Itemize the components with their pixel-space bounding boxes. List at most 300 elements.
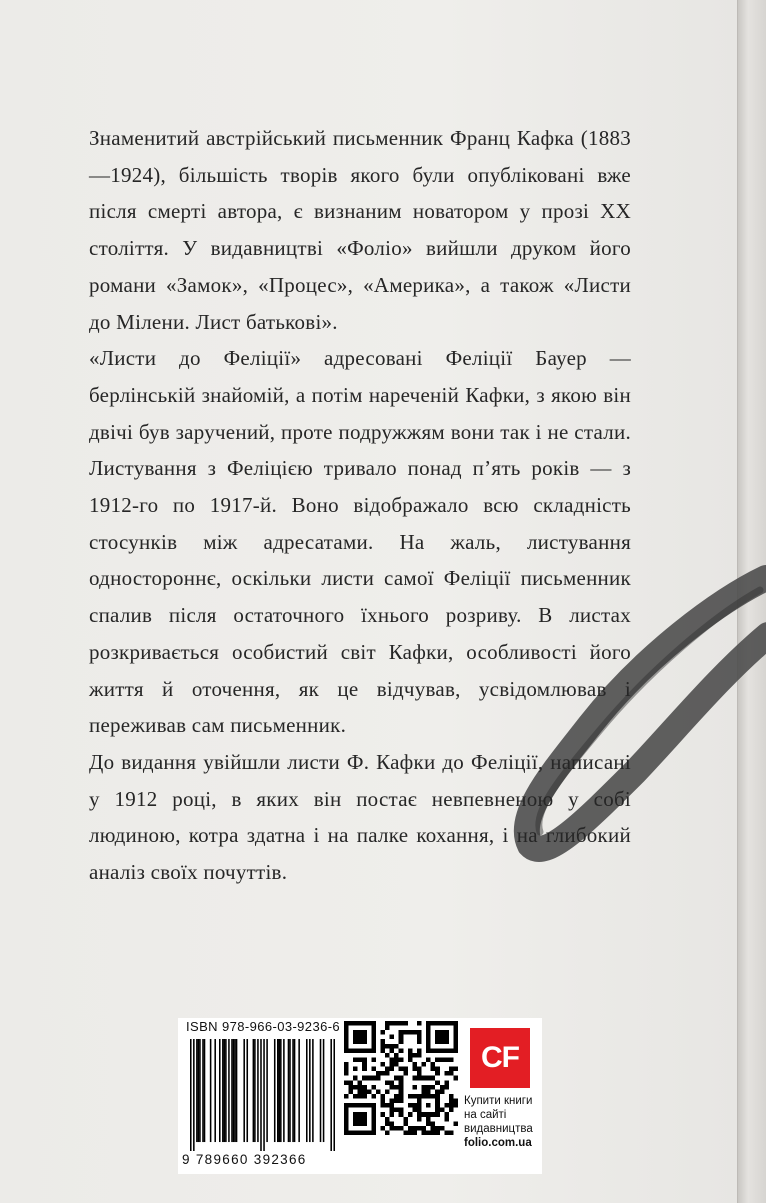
- barcode-bar: [236, 1039, 238, 1142]
- barcode-bar: [260, 1039, 262, 1151]
- qr-module: [399, 1112, 404, 1117]
- buy-line-2: на сайті: [464, 1109, 507, 1121]
- qr-module: [380, 1048, 385, 1053]
- qr-module: [362, 1076, 367, 1081]
- qr-module: [435, 1048, 440, 1053]
- qr-module: [358, 1048, 363, 1053]
- qr-module: [408, 1030, 413, 1035]
- qr-module: [412, 1130, 417, 1135]
- barcode-bar: [228, 1039, 230, 1142]
- qr-module: [394, 1021, 399, 1026]
- qr-module: [449, 1067, 454, 1072]
- qr-module: [435, 1108, 440, 1113]
- qr-module: [408, 1057, 413, 1062]
- qr-module: [394, 1094, 399, 1099]
- qr-module: [349, 1085, 354, 1090]
- qr-module: [362, 1103, 367, 1108]
- qr-module: [358, 1039, 363, 1044]
- barcode-bar: [298, 1039, 300, 1142]
- qr-module: [431, 1021, 436, 1026]
- qr-module: [358, 1089, 363, 1094]
- qr-module: [417, 1076, 422, 1081]
- qr-module: [390, 1021, 395, 1026]
- barcode-bar: [233, 1039, 235, 1142]
- qr-module: [390, 1112, 395, 1117]
- qr-module: [403, 1030, 408, 1035]
- qr-module: [399, 1085, 404, 1090]
- qr-module: [385, 1089, 390, 1094]
- qr-module: [426, 1048, 431, 1053]
- qr-module: [380, 1103, 385, 1108]
- barcode-bar: [323, 1039, 325, 1142]
- barcode-bar: [279, 1039, 281, 1142]
- qr-module: [353, 1085, 358, 1090]
- qr-module: [349, 1048, 354, 1053]
- qr-module: [353, 1030, 358, 1035]
- qr-module: [449, 1048, 454, 1053]
- barcode-bar: [263, 1039, 265, 1151]
- qr-module: [344, 1048, 349, 1053]
- qr-module: [349, 1103, 354, 1108]
- qr-module: [453, 1099, 458, 1104]
- qr-module: [403, 1130, 408, 1135]
- qr-module: [344, 1030, 349, 1035]
- qr-module: [399, 1021, 404, 1026]
- qr-module: [399, 1126, 404, 1131]
- qr-module: [422, 1062, 427, 1067]
- qr-module: [394, 1126, 399, 1131]
- publisher-logo-letters: CF: [481, 1041, 519, 1074]
- barcode-bar: [292, 1039, 294, 1142]
- barcode-digits: 9 789660 392366: [182, 1152, 307, 1167]
- qr-module: [358, 1057, 363, 1062]
- qr-module: [444, 1039, 449, 1044]
- qr-module: [353, 1117, 358, 1122]
- publisher-url-link[interactable]: folio.com.ua: [464, 1137, 532, 1149]
- qr-module: [408, 1094, 413, 1099]
- qr-module: [431, 1126, 436, 1131]
- qr-module: [344, 1021, 349, 1026]
- qr-module: [435, 1130, 440, 1135]
- qr-module: [435, 1112, 440, 1117]
- qr-module: [371, 1044, 376, 1049]
- qr-module: [344, 1080, 349, 1085]
- qr-module: [399, 1048, 404, 1053]
- qr-module: [344, 1130, 349, 1135]
- barcode-bar: [330, 1039, 332, 1151]
- qr-module: [371, 1121, 376, 1126]
- barcode-bar: [224, 1039, 226, 1142]
- qr-module: [426, 1076, 431, 1081]
- qr-module: [403, 1021, 408, 1026]
- qr-module: [353, 1039, 358, 1044]
- qr-module: [449, 1057, 454, 1062]
- spine-edge: [737, 0, 766, 1203]
- qr-module: [403, 1121, 408, 1126]
- barcode-bar: [214, 1039, 216, 1142]
- barcode-bar: [257, 1039, 259, 1142]
- qr-module: [449, 1130, 454, 1135]
- qr-module: [417, 1112, 422, 1117]
- qr-module: [362, 1021, 367, 1026]
- barcode-bar: [288, 1039, 290, 1142]
- qr-module: [426, 1112, 431, 1117]
- qr-code-icon[interactable]: [344, 1021, 458, 1135]
- qr-module: [422, 1094, 427, 1099]
- qr-module: [390, 1062, 395, 1067]
- qr-module: [385, 1080, 390, 1085]
- qr-module: [449, 1094, 454, 1099]
- qr-module: [449, 1103, 454, 1108]
- barcode-bar: [333, 1039, 335, 1151]
- qr-module: [371, 1130, 376, 1135]
- qr-module: [344, 1103, 349, 1108]
- qr-module: [412, 1053, 417, 1058]
- qr-module: [417, 1048, 422, 1053]
- qr-module: [358, 1085, 363, 1090]
- qr-module: [353, 1094, 358, 1099]
- qr-module: [449, 1021, 454, 1026]
- qr-module: [390, 1108, 395, 1113]
- qr-module: [408, 1112, 413, 1117]
- barcode-bar: [219, 1039, 221, 1142]
- qr-module: [371, 1048, 376, 1053]
- qr-module: [362, 1085, 367, 1090]
- qr-module: [399, 1089, 404, 1094]
- qr-module: [417, 1103, 422, 1108]
- qr-module: [426, 1121, 431, 1126]
- qr-module: [353, 1130, 358, 1135]
- qr-module: [440, 1126, 445, 1131]
- qr-module: [431, 1112, 436, 1117]
- buy-line-1: Купити книги: [464, 1095, 533, 1107]
- qr-module: [358, 1117, 363, 1122]
- qr-module: [435, 1057, 440, 1062]
- qr-module: [385, 1026, 390, 1031]
- barcode-bar: [204, 1039, 206, 1142]
- qr-module: [412, 1030, 417, 1035]
- qr-module: [435, 1094, 440, 1099]
- qr-module: [403, 1067, 408, 1072]
- qr-module: [367, 1021, 372, 1026]
- qr-module: [390, 1085, 395, 1090]
- qr-module: [412, 1094, 417, 1099]
- qr-module: [344, 1035, 349, 1040]
- qr-module: [435, 1089, 440, 1094]
- qr-module: [371, 1108, 376, 1113]
- qr-module: [353, 1021, 358, 1026]
- qr-module: [408, 1103, 413, 1108]
- qr-module: [362, 1057, 367, 1062]
- qr-module: [435, 1030, 440, 1035]
- qr-module: [435, 1071, 440, 1076]
- barcode-bar: [202, 1039, 204, 1142]
- barcode-bar: [294, 1039, 296, 1142]
- qr-module: [440, 1108, 445, 1113]
- barcode-bar: [309, 1039, 311, 1142]
- qr-module: [399, 1030, 404, 1035]
- qr-module: [380, 1112, 385, 1117]
- qr-module: [380, 1099, 385, 1104]
- qr-module: [444, 1071, 449, 1076]
- qr-module: [426, 1085, 431, 1090]
- barcode-bar: [280, 1039, 282, 1142]
- qr-module: [412, 1076, 417, 1081]
- qr-module: [344, 1112, 349, 1117]
- qr-module: [390, 1126, 395, 1131]
- qr-module: [362, 1062, 367, 1067]
- qr-module: [362, 1112, 367, 1117]
- barcode-bar: [283, 1039, 285, 1142]
- qr-module: [385, 1067, 390, 1072]
- qr-module: [453, 1067, 458, 1072]
- qr-module: [380, 1126, 385, 1131]
- qr-module: [353, 1103, 358, 1108]
- qr-module: [431, 1094, 436, 1099]
- qr-module: [440, 1057, 445, 1062]
- qr-module: [435, 1103, 440, 1108]
- qr-module: [394, 1085, 399, 1090]
- qr-module: [371, 1035, 376, 1040]
- qr-module: [344, 1121, 349, 1126]
- qr-module: [449, 1108, 454, 1113]
- qr-module: [453, 1103, 458, 1108]
- qr-module: [371, 1057, 376, 1062]
- qr-module: [453, 1121, 458, 1126]
- qr-module: [358, 1035, 363, 1040]
- qr-module: [426, 1117, 431, 1122]
- qr-module: [385, 1121, 390, 1126]
- qr-module: [422, 1126, 427, 1131]
- qr-module: [371, 1021, 376, 1026]
- qr-module: [349, 1080, 354, 1085]
- barcode-bar: [231, 1039, 233, 1142]
- qr-module: [399, 1076, 404, 1081]
- qr-module: [394, 1044, 399, 1049]
- qr-module: [367, 1076, 372, 1081]
- qr-module: [412, 1103, 417, 1108]
- qr-module: [453, 1035, 458, 1040]
- qr-module: [353, 1076, 358, 1081]
- qr-module: [380, 1039, 385, 1044]
- qr-module: [371, 1076, 376, 1081]
- barcode-bar: [254, 1039, 256, 1142]
- qr-module: [426, 1044, 431, 1049]
- qr-module: [417, 1117, 422, 1122]
- qr-module: [353, 1121, 358, 1126]
- qr-module: [385, 1044, 390, 1049]
- qr-module: [453, 1048, 458, 1053]
- qr-module: [367, 1130, 372, 1135]
- qr-module: [349, 1089, 354, 1094]
- qr-module: [444, 1112, 449, 1117]
- qr-module: [358, 1112, 363, 1117]
- qr-module: [344, 1067, 349, 1072]
- barcode: [190, 1039, 335, 1151]
- qr-module: [440, 1021, 445, 1026]
- qr-module: [440, 1039, 445, 1044]
- barcode-bar: [312, 1039, 314, 1142]
- barcode-bar: [190, 1039, 192, 1151]
- qr-module: [380, 1062, 385, 1067]
- barcode-bar: [266, 1039, 268, 1142]
- qr-module: [353, 1048, 358, 1053]
- qr-module: [444, 1085, 449, 1090]
- qr-module: [399, 1080, 404, 1085]
- description-paragraph-2: «Листи до Феліції» адресовані Феліції Бауер — берлінській знайомій, а потім нареченій Кафки, з якою він двічі був заручений, проте подружжям вони так і не стали. Листування з Феліцією тривало понад п’ять років — з 1912-го по 1917-й. Воно відображало всю складність стосунків між адресатами. На жаль, листування одностороннє, оскільки листи самої Феліції письменник спалив після остаточного їхнього розриву. В листах розкривається особистий світ Кафки, особливості його життя й оточення, як це відчував, усвідомлював і переживав сам письменник.: [89, 346, 631, 738]
- qr-module: [358, 1094, 363, 1099]
- qr-module: [412, 1067, 417, 1072]
- qr-module: [449, 1071, 454, 1076]
- qr-module: [444, 1103, 449, 1108]
- barcode-bar: [246, 1039, 248, 1142]
- qr-module: [435, 1039, 440, 1044]
- qr-module: [426, 1026, 431, 1031]
- qr-module: [380, 1071, 385, 1076]
- qr-module: [431, 1067, 436, 1072]
- qr-module: [344, 1062, 349, 1067]
- qr-module: [390, 1035, 395, 1040]
- barcode-bar: [199, 1039, 201, 1142]
- qr-module: [417, 1126, 422, 1131]
- qr-module: [394, 1108, 399, 1113]
- qr-module: [412, 1108, 417, 1113]
- qr-module: [371, 1117, 376, 1122]
- qr-module: [390, 1080, 395, 1085]
- qr-module: [362, 1094, 367, 1099]
- description-text: [89, 120, 631, 891]
- qr-module: [412, 1126, 417, 1131]
- barcode-bar: [196, 1039, 198, 1142]
- qr-module: [367, 1103, 372, 1108]
- qr-module: [435, 1035, 440, 1040]
- barcode-panel: [178, 1018, 542, 1174]
- barcode-bar: [289, 1039, 291, 1142]
- qr-module: [403, 1071, 408, 1076]
- qr-module: [431, 1130, 436, 1135]
- qr-module: [417, 1067, 422, 1072]
- qr-module: [376, 1076, 381, 1081]
- qr-module: [353, 1112, 358, 1117]
- qr-module: [444, 1117, 449, 1122]
- qr-module: [440, 1035, 445, 1040]
- qr-module: [431, 1121, 436, 1126]
- qr-module: [422, 1085, 427, 1090]
- qr-module: [371, 1126, 376, 1131]
- qr-module: [403, 1117, 408, 1122]
- qr-module: [390, 1057, 395, 1062]
- qr-module: [453, 1021, 458, 1026]
- qr-module: [344, 1108, 349, 1113]
- qr-module: [344, 1126, 349, 1131]
- qr-module: [353, 1035, 358, 1040]
- qr-module: [422, 1076, 427, 1081]
- barcode-bar: [274, 1039, 276, 1142]
- qr-module: [453, 1030, 458, 1035]
- qr-module: [362, 1067, 367, 1072]
- qr-module: [371, 1112, 376, 1117]
- qr-module: [394, 1057, 399, 1062]
- qr-module: [417, 1030, 422, 1035]
- barcode-bar: [225, 1039, 227, 1142]
- qr-module: [440, 1089, 445, 1094]
- qr-module: [390, 1121, 395, 1126]
- qr-module: [390, 1048, 395, 1053]
- qr-module: [426, 1039, 431, 1044]
- qr-module: [417, 1035, 422, 1040]
- qr-module: [399, 1039, 404, 1044]
- qr-module: [408, 1048, 413, 1053]
- barcode-bar: [222, 1039, 224, 1142]
- qr-module: [349, 1130, 354, 1135]
- barcode-bar: [243, 1039, 245, 1142]
- isbn-text: ISBN 978-966-03-9236-6: [186, 1019, 341, 1034]
- qr-module: [344, 1071, 349, 1076]
- qr-module: [426, 1130, 431, 1135]
- qr-module: [426, 1030, 431, 1035]
- barcode-bar: [277, 1039, 279, 1142]
- qr-module: [408, 1126, 413, 1131]
- qr-module: [385, 1071, 390, 1076]
- qr-module: [431, 1076, 436, 1081]
- qr-module: [362, 1121, 367, 1126]
- barcode-bar: [210, 1039, 212, 1142]
- qr-module: [435, 1067, 440, 1072]
- qr-module: [362, 1039, 367, 1044]
- qr-module: [371, 1085, 376, 1090]
- qr-module: [380, 1044, 385, 1049]
- barcode-bar: [198, 1039, 200, 1142]
- qr-module: [426, 1089, 431, 1094]
- qr-module: [444, 1021, 449, 1026]
- qr-module: [358, 1103, 363, 1108]
- qr-module: [417, 1071, 422, 1076]
- qr-module: [358, 1130, 363, 1135]
- qr-module: [426, 1021, 431, 1026]
- qr-module: [426, 1103, 431, 1108]
- qr-module: [444, 1080, 449, 1085]
- qr-module: [371, 1067, 376, 1072]
- qr-module: [344, 1026, 349, 1031]
- qr-module: [412, 1062, 417, 1067]
- qr-module: [371, 1026, 376, 1031]
- qr-module: [344, 1117, 349, 1122]
- qr-module: [349, 1021, 354, 1026]
- qr-module: [412, 1085, 417, 1090]
- qr-module: [362, 1089, 367, 1094]
- qr-module: [385, 1130, 390, 1135]
- qr-module: [371, 1039, 376, 1044]
- qr-module: [371, 1030, 376, 1035]
- qr-module: [380, 1030, 385, 1035]
- buy-line-3: видавництва: [464, 1123, 533, 1135]
- qr-module: [385, 1117, 390, 1122]
- qr-module: [440, 1048, 445, 1053]
- qr-module: [444, 1035, 449, 1040]
- qr-module: [358, 1030, 363, 1035]
- barcode-bar: [253, 1039, 255, 1142]
- qr-module: [444, 1030, 449, 1035]
- buy-books-text: [464, 1094, 540, 1150]
- qr-module: [435, 1021, 440, 1026]
- qr-module: [426, 1035, 431, 1040]
- qr-module: [362, 1117, 367, 1122]
- qr-module: [394, 1099, 399, 1104]
- qr-module: [408, 1053, 413, 1058]
- qr-module: [417, 1094, 422, 1099]
- qr-module: [399, 1057, 404, 1062]
- description-paragraph-1: Знаменитий австрійський письменник Франц Кафка (1883—1924), більшість творів якого були опубліковані вже після смерті автора, є визнаним новатором у прозі XX століття. У видавництві «Фоліо» вийшли друком його романи «Замок», «Процес», «Америка», а також «Листи до Мілени. Лист батькові».: [89, 126, 631, 334]
